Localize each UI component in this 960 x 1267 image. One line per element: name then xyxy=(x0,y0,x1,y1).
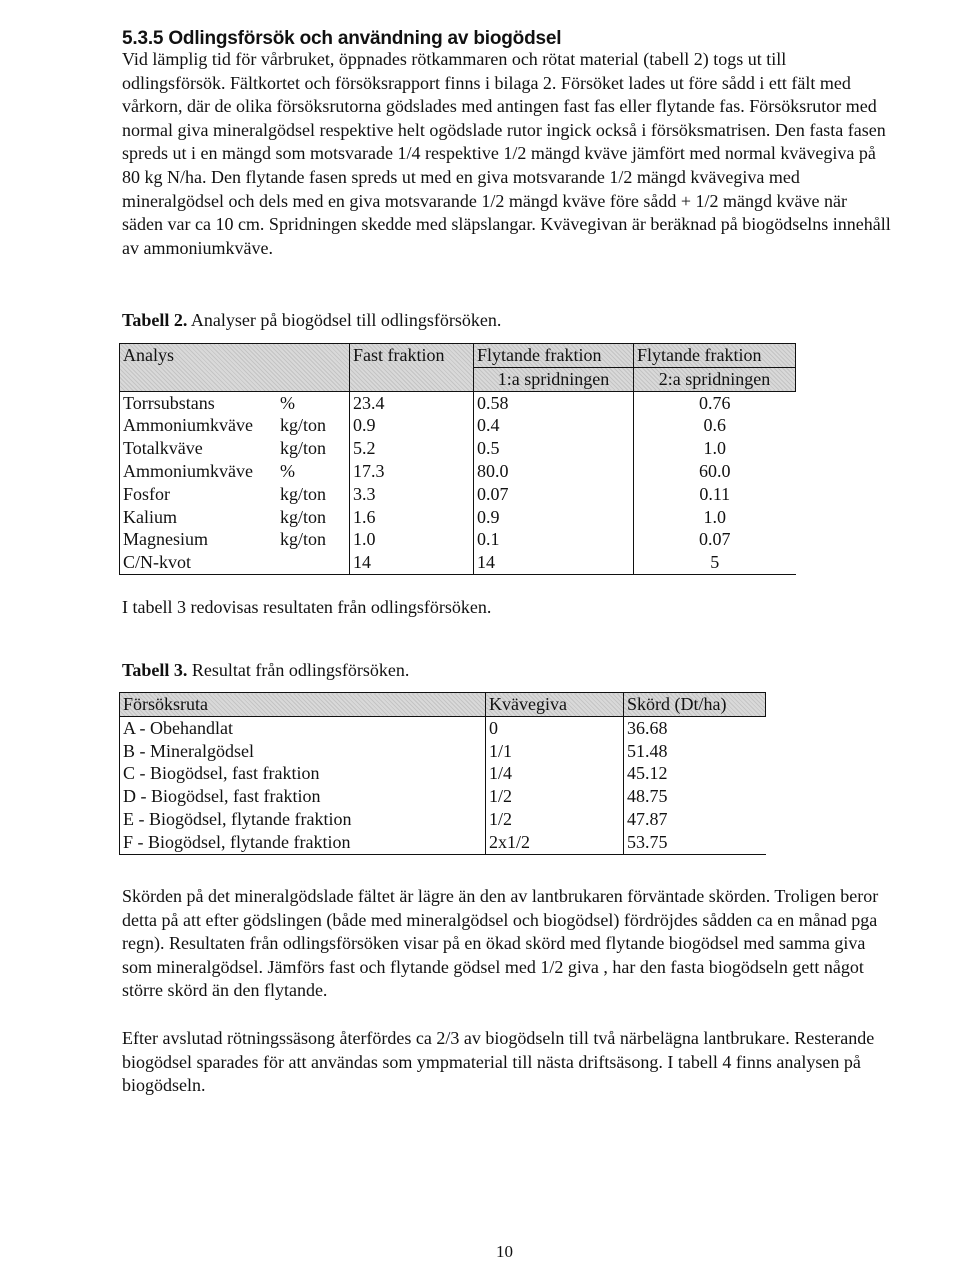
analysis-fast-cell: 1.6 xyxy=(350,506,474,529)
results-ruta-cell: F - Biogödsel, flytande fraktion xyxy=(120,831,486,854)
results-table xyxy=(119,692,766,855)
table-row xyxy=(120,460,796,483)
table-row xyxy=(120,785,766,808)
results-ruta-cell: D - Biogödsel, fast fraktion xyxy=(120,785,486,808)
analysis-unit: kg/ton xyxy=(280,506,327,527)
analysis-fly2-cell: 0.76 xyxy=(634,391,796,414)
header-forsoksruta: Försöksruta xyxy=(120,693,486,717)
analysis-fly2-cell: 1.0 xyxy=(634,437,796,460)
results-ruta-cell: B - Mineralgödsel xyxy=(120,740,486,763)
table-row xyxy=(120,716,766,739)
intro-paragraph: Vid lämplig tid för vårbruket, öppnades rötkammaren och rötat material (tabell 2) togs ut till odlingsförsök. Fältkortet och försöksrapport finns i bilaga 2. Försöket lades ut före sådd i ett fält med vårkorn, där de olika försöksrutorna gödslades med antingen fast fas eller flytande fas. Försöksrutor med normal giva mineralgödsel respektive helt ogödslade rutor ingick också i försöksmatrisen. Den fasta fasen spreds ut i en mängd som motsvarade 1/4 respektive 1/2 mängd kväve jämfört med normal kvävegiva på 80 kg N/ha. Den flytande fasen spreds ut med en giva motsvarande 1/2 mängd kvävegiva med mineralgödsel och dels med en giva motsvarande 1/2 mängd kväve före sådd + 1/2 mängd kväve när säden var ca 10 cm. Spridningen skedde med släpslangar. Kvävegivan är beräknad på biogödselns innehåll av ammoniumkväve. xyxy=(122,49,891,258)
results-giva-cell: 2x1/2 xyxy=(486,831,624,854)
table2-caption-text: Analyser på biogödsel till odlingsförsöken. xyxy=(187,310,502,330)
table3-caption-label: Tabell 3. xyxy=(122,660,188,680)
results-giva-cell: 1/2 xyxy=(486,785,624,808)
analysis-name: Magnesium xyxy=(123,529,208,550)
analysis-unit: kg/ton xyxy=(280,438,327,459)
table-row xyxy=(120,808,766,831)
analysis-name: Torrsubstans xyxy=(123,392,215,413)
header-analys: Analys xyxy=(120,344,350,392)
section-heading: 5.3.5 Odlingsförsök och användning av biogödsel xyxy=(122,28,562,49)
analysis-fast-cell: 0.9 xyxy=(350,414,474,437)
results-giva-cell: 1/4 xyxy=(486,762,624,785)
table-row xyxy=(120,414,796,437)
analysis-fly2-cell: 0.6 xyxy=(634,414,796,437)
analysis-fast-cell: 17.3 xyxy=(350,460,474,483)
analysis-name: Ammoniumkväve xyxy=(123,415,253,436)
analysis-name: Kalium xyxy=(123,506,177,527)
analysis-unit: kg/ton xyxy=(280,415,327,436)
analysis-fast-cell: 5.2 xyxy=(350,437,474,460)
table-row xyxy=(120,528,796,551)
analysis-name-cell xyxy=(120,460,350,483)
analysis-name-cell xyxy=(120,528,350,551)
analysis-name-cell xyxy=(120,437,350,460)
table2-caption-label: Tabell 2. xyxy=(122,310,188,330)
subheader-spridning-1: 1:a spridningen xyxy=(474,367,634,391)
analysis-name-cell xyxy=(120,391,350,414)
table3-intro: I tabell 3 redovisas resultaten från odlingsförsöken. xyxy=(122,597,492,617)
analysis-table-header xyxy=(120,344,796,368)
analysis-fast-cell: 23.4 xyxy=(350,391,474,414)
analysis-unit: kg/ton xyxy=(280,483,327,504)
analysis-name-cell xyxy=(120,551,350,574)
table2-caption xyxy=(122,310,501,331)
analysis-name: Ammoniumkväve xyxy=(123,460,253,481)
table-row xyxy=(120,762,766,785)
results-ruta-cell: E - Biogödsel, flytande fraktion xyxy=(120,808,486,831)
results-skord-cell: 48.75 xyxy=(624,785,766,808)
analysis-name-cell xyxy=(120,506,350,529)
table-row xyxy=(120,391,796,414)
closing-paragraph: Efter avslutad rötningssäsong återfördes ca 2/3 av biogödseln till två närbelägna lantbrukare. Resterande biogödsel sparades för att användas som ympmaterial till nästa driftsäsong. I tabell 4 finns analysen på biogödseln. xyxy=(122,1028,875,1096)
discussion-paragraph: Skörden på det mineralgödslade fältet är lägre än den av lantbrukaren förväntade skörden. Troligen beror detta på att efter gödslingen (både med mineralgödsel och biogödsel) fördröjdes sådden ca en månad pga regn). Resultaten från odlingsförsöken visar på en ökad skörd med flytande biogödsel med samma giva som mineralgödsel. Jämförs fast och flytande gödsel med 1/2 giva , har den fasta biogödseln gett något större skörd än den flytande. xyxy=(122,886,879,1001)
analysis-fly1-cell: 0.9 xyxy=(474,506,634,529)
results-giva-cell: 1/2 xyxy=(486,808,624,831)
table-row xyxy=(120,551,796,574)
analysis-fly2-cell: 5 xyxy=(634,551,796,574)
results-ruta-cell: C - Biogödsel, fast fraktion xyxy=(120,762,486,785)
page-number: 10 xyxy=(496,1242,513,1261)
header-skord: Skörd (Dt/ha) xyxy=(624,693,766,717)
analysis-name-cell xyxy=(120,414,350,437)
analysis-table xyxy=(119,343,796,575)
analysis-fly2-cell: 1.0 xyxy=(634,506,796,529)
header-flytande-2: Flytande fraktion xyxy=(634,344,796,368)
analysis-fly1-cell: 80.0 xyxy=(474,460,634,483)
header-fast-fraktion: Fast fraktion xyxy=(350,344,474,392)
table-row xyxy=(120,483,796,506)
analysis-fly1-cell: 14 xyxy=(474,551,634,574)
analysis-fly2-cell: 0.11 xyxy=(634,483,796,506)
analysis-fast-cell: 3.3 xyxy=(350,483,474,506)
results-ruta-cell: A - Obehandlat xyxy=(120,716,486,739)
analysis-fly1-cell: 0.58 xyxy=(474,391,634,414)
analysis-name: Totalkväve xyxy=(123,438,203,459)
table3-caption xyxy=(122,660,409,681)
table-row xyxy=(120,740,766,763)
analysis-name-cell xyxy=(120,483,350,506)
subheader-spridning-2: 2:a spridningen xyxy=(634,367,796,391)
results-skord-cell: 45.12 xyxy=(624,762,766,785)
header-kvavegiva: Kvävegiva xyxy=(486,693,624,717)
results-skord-cell: 47.87 xyxy=(624,808,766,831)
header-flytande-1: Flytande fraktion xyxy=(474,344,634,368)
table-row xyxy=(120,437,796,460)
analysis-unit: kg/ton xyxy=(280,529,327,550)
results-giva-cell: 1/1 xyxy=(486,740,624,763)
analysis-unit: % xyxy=(280,392,295,413)
analysis-fly2-cell: 0.07 xyxy=(634,528,796,551)
analysis-fly1-cell: 0.07 xyxy=(474,483,634,506)
results-skord-cell: 53.75 xyxy=(624,831,766,854)
results-table-header xyxy=(120,693,766,717)
table-row xyxy=(120,831,766,854)
analysis-fast-cell: 1.0 xyxy=(350,528,474,551)
analysis-fly1-cell: 0.5 xyxy=(474,437,634,460)
results-skord-cell: 36.68 xyxy=(624,716,766,739)
analysis-fly1-cell: 0.4 xyxy=(474,414,634,437)
table3-caption-text: Resultat från odlingsförsöken. xyxy=(187,660,410,680)
table-row xyxy=(120,506,796,529)
results-skord-cell: 51.48 xyxy=(624,740,766,763)
results-giva-cell: 0 xyxy=(486,716,624,739)
analysis-unit: % xyxy=(280,460,295,481)
analysis-fly2-cell: 60.0 xyxy=(634,460,796,483)
analysis-name: C/N-kvot xyxy=(123,552,192,573)
analysis-name: Fosfor xyxy=(123,483,171,504)
analysis-fly1-cell: 0.1 xyxy=(474,528,634,551)
analysis-fast-cell: 14 xyxy=(350,551,474,574)
